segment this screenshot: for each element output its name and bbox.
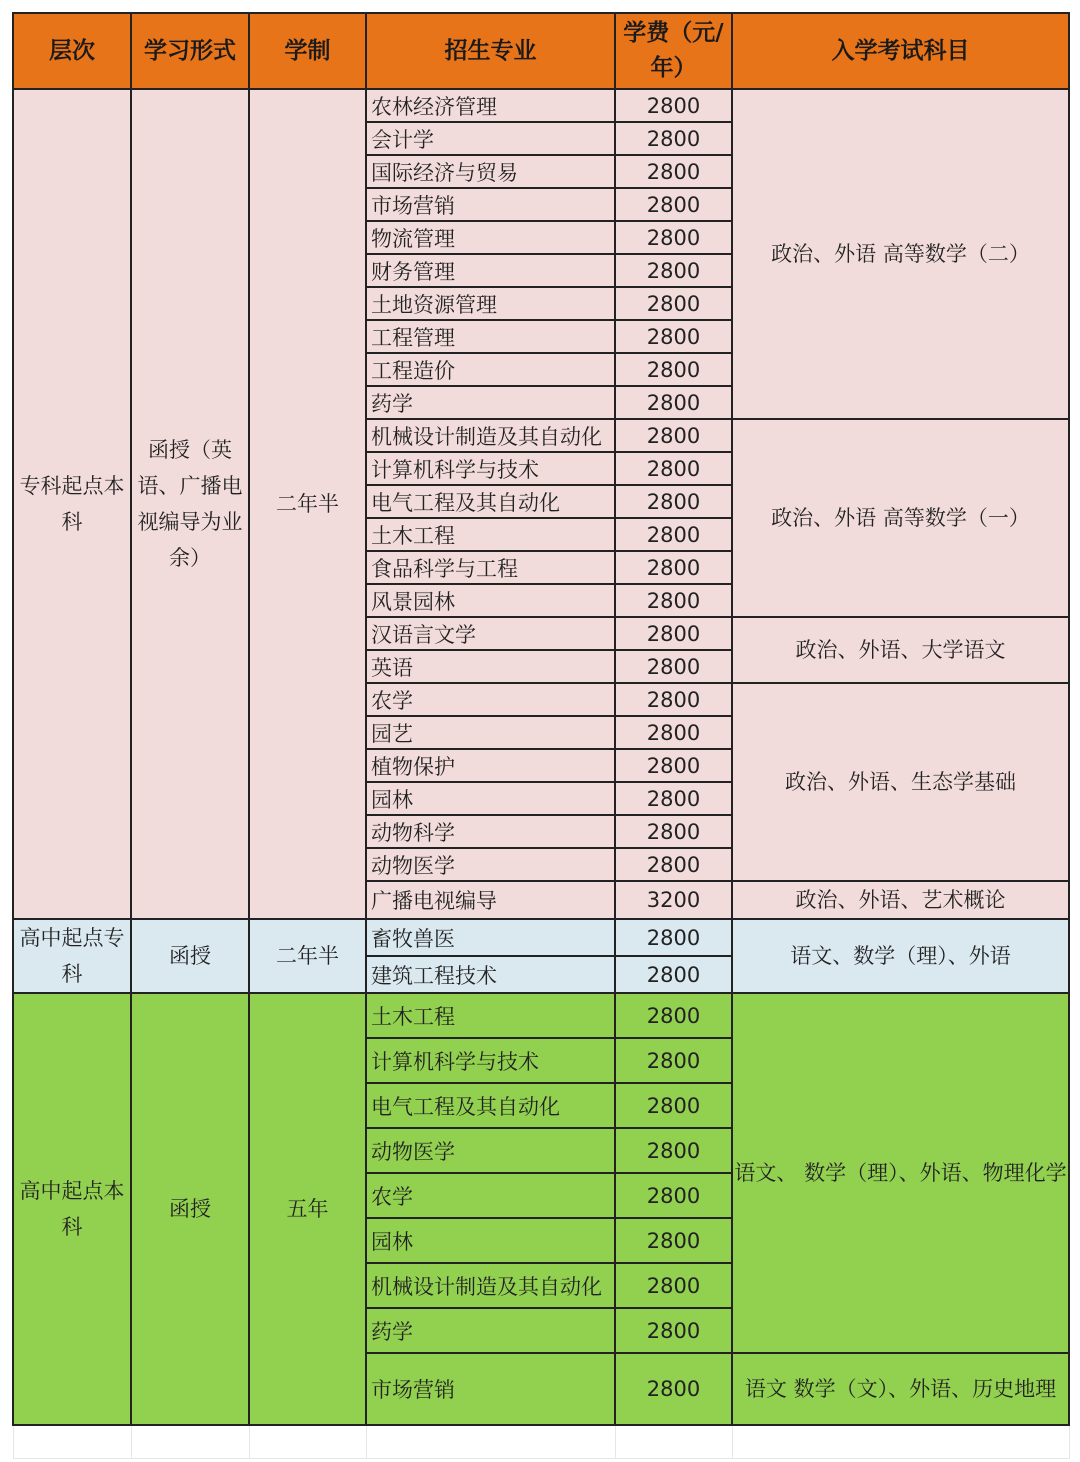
fee-cell: 2800 xyxy=(615,1173,732,1218)
major-cell: 农学 xyxy=(366,1173,615,1218)
exam-cell: 政治、外语、艺术概论 xyxy=(732,881,1069,919)
major-cell: 药学 xyxy=(366,1308,615,1353)
blank-cell xyxy=(615,1425,732,1459)
fee-cell: 2800 xyxy=(615,617,732,650)
fee-cell: 2800 xyxy=(615,122,732,155)
exam-cell: 政治、外语 高等数学（二） xyxy=(732,89,1069,419)
fee-cell: 2800 xyxy=(615,452,732,485)
major-cell: 财务管理 xyxy=(366,254,615,287)
duration-cell: 二年半 xyxy=(249,919,366,993)
major-cell: 建筑工程技术 xyxy=(366,956,615,993)
blank-cell xyxy=(249,1425,366,1459)
fee-cell: 2800 xyxy=(615,815,732,848)
major-cell: 园林 xyxy=(366,782,615,815)
duration-cell: 五年 xyxy=(249,993,366,1425)
duration-cell: 二年半 xyxy=(249,89,366,919)
fee-cell: 2800 xyxy=(615,1128,732,1173)
major-cell: 机械设计制造及其自动化 xyxy=(366,419,615,452)
fee-cell: 2800 xyxy=(615,386,732,419)
header-duration: 学制 xyxy=(249,13,366,89)
exam-cell: 语文 数学（文）、外语、历史地理 xyxy=(732,1353,1069,1425)
fee-cell: 2800 xyxy=(615,919,732,956)
header-exam: 入学考试科目 xyxy=(732,13,1069,89)
fee-cell: 2800 xyxy=(615,1038,732,1083)
major-cell: 土地资源管理 xyxy=(366,287,615,320)
study-mode-cell: 函授 xyxy=(131,993,249,1425)
fee-cell: 2800 xyxy=(615,518,732,551)
fee-cell: 2800 xyxy=(615,188,732,221)
major-cell: 药学 xyxy=(366,386,615,419)
fee-cell: 2800 xyxy=(615,749,732,782)
major-cell: 英语 xyxy=(366,650,615,683)
fee-cell: 2800 xyxy=(615,353,732,386)
table-row xyxy=(13,993,1069,1038)
major-cell: 畜牧兽医 xyxy=(366,919,615,956)
fee-cell: 2800 xyxy=(615,1308,732,1353)
fee-cell: 2800 xyxy=(615,551,732,584)
major-cell: 电气工程及其自动化 xyxy=(366,1083,615,1128)
fee-cell: 2800 xyxy=(615,1218,732,1263)
fee-cell: 2800 xyxy=(615,485,732,518)
header-fee: 学费（元/年） xyxy=(615,13,732,89)
fee-cell: 2800 xyxy=(615,650,732,683)
major-cell: 园艺 xyxy=(366,716,615,749)
exam-cell: 政治、外语、大学语文 xyxy=(732,617,1069,683)
fee-cell: 2800 xyxy=(615,848,732,881)
table-row xyxy=(13,919,1069,956)
fee-cell: 2800 xyxy=(615,993,732,1038)
major-cell: 园林 xyxy=(366,1218,615,1263)
fee-cell: 2800 xyxy=(615,221,732,254)
fee-cell: 2800 xyxy=(615,716,732,749)
major-cell: 计算机科学与技术 xyxy=(366,1038,615,1083)
blank-cell xyxy=(732,1425,1069,1459)
level-cell: 高中起点本科 xyxy=(13,993,131,1425)
table-row xyxy=(13,89,1069,122)
study-mode-cell: 函授 xyxy=(131,919,249,993)
fee-cell: 2800 xyxy=(615,584,732,617)
blank-row xyxy=(13,1425,1069,1459)
major-cell: 风景园林 xyxy=(366,584,615,617)
fee-cell: 3200 xyxy=(615,881,732,919)
header-study-mode: 学习形式 xyxy=(131,13,249,89)
level-cell: 专科起点本科 xyxy=(13,89,131,919)
major-cell: 动物科学 xyxy=(366,815,615,848)
fee-cell: 2800 xyxy=(615,320,732,353)
fee-cell: 2800 xyxy=(615,254,732,287)
major-cell: 物流管理 xyxy=(366,221,615,254)
blank-cell xyxy=(131,1425,249,1459)
header-level: 层次 xyxy=(13,13,131,89)
blank-cell xyxy=(366,1425,615,1459)
major-cell: 汉语言文学 xyxy=(366,617,615,650)
fee-cell: 2800 xyxy=(615,956,732,993)
major-cell: 计算机科学与技术 xyxy=(366,452,615,485)
major-cell: 农学 xyxy=(366,683,615,716)
level-cell: 高中起点专科 xyxy=(13,919,131,993)
major-cell: 土木工程 xyxy=(366,993,615,1038)
major-cell: 工程造价 xyxy=(366,353,615,386)
major-cell: 工程管理 xyxy=(366,320,615,353)
major-cell: 广播电视编导 xyxy=(366,881,615,919)
major-cell: 电气工程及其自动化 xyxy=(366,485,615,518)
major-cell: 会计学 xyxy=(366,122,615,155)
major-cell: 国际经济与贸易 xyxy=(366,155,615,188)
fee-cell: 2800 xyxy=(615,1263,732,1308)
study-mode-cell: 函授（英语、广播电视编导为业余） xyxy=(131,89,249,919)
header-row xyxy=(13,13,1069,89)
major-cell: 动物医学 xyxy=(366,1128,615,1173)
fee-cell: 2800 xyxy=(615,287,732,320)
major-cell: 植物保护 xyxy=(366,749,615,782)
fee-cell: 2800 xyxy=(615,782,732,815)
major-cell: 市场营销 xyxy=(366,1353,615,1425)
enrollment-table xyxy=(12,12,1070,1459)
fee-cell: 2800 xyxy=(615,683,732,716)
major-cell: 土木工程 xyxy=(366,518,615,551)
major-cell: 食品科学与工程 xyxy=(366,551,615,584)
exam-cell: 政治、外语 高等数学（一） xyxy=(732,419,1069,617)
major-cell: 动物医学 xyxy=(366,848,615,881)
major-cell: 市场营销 xyxy=(366,188,615,221)
header-major: 招生专业 xyxy=(366,13,615,89)
major-cell: 农林经济管理 xyxy=(366,89,615,122)
exam-cell: 政治、外语、生态学基础 xyxy=(732,683,1069,881)
fee-cell: 2800 xyxy=(615,155,732,188)
fee-cell: 2800 xyxy=(615,419,732,452)
exam-cell: 语文、 数学（理）、外语、物理化学 xyxy=(732,993,1069,1353)
exam-cell: 语文、数学（理）、外语 xyxy=(732,919,1069,993)
fee-cell: 2800 xyxy=(615,89,732,122)
fee-cell: 2800 xyxy=(615,1353,732,1425)
blank-cell xyxy=(13,1425,131,1459)
fee-cell: 2800 xyxy=(615,1083,732,1128)
major-cell: 机械设计制造及其自动化 xyxy=(366,1263,615,1308)
